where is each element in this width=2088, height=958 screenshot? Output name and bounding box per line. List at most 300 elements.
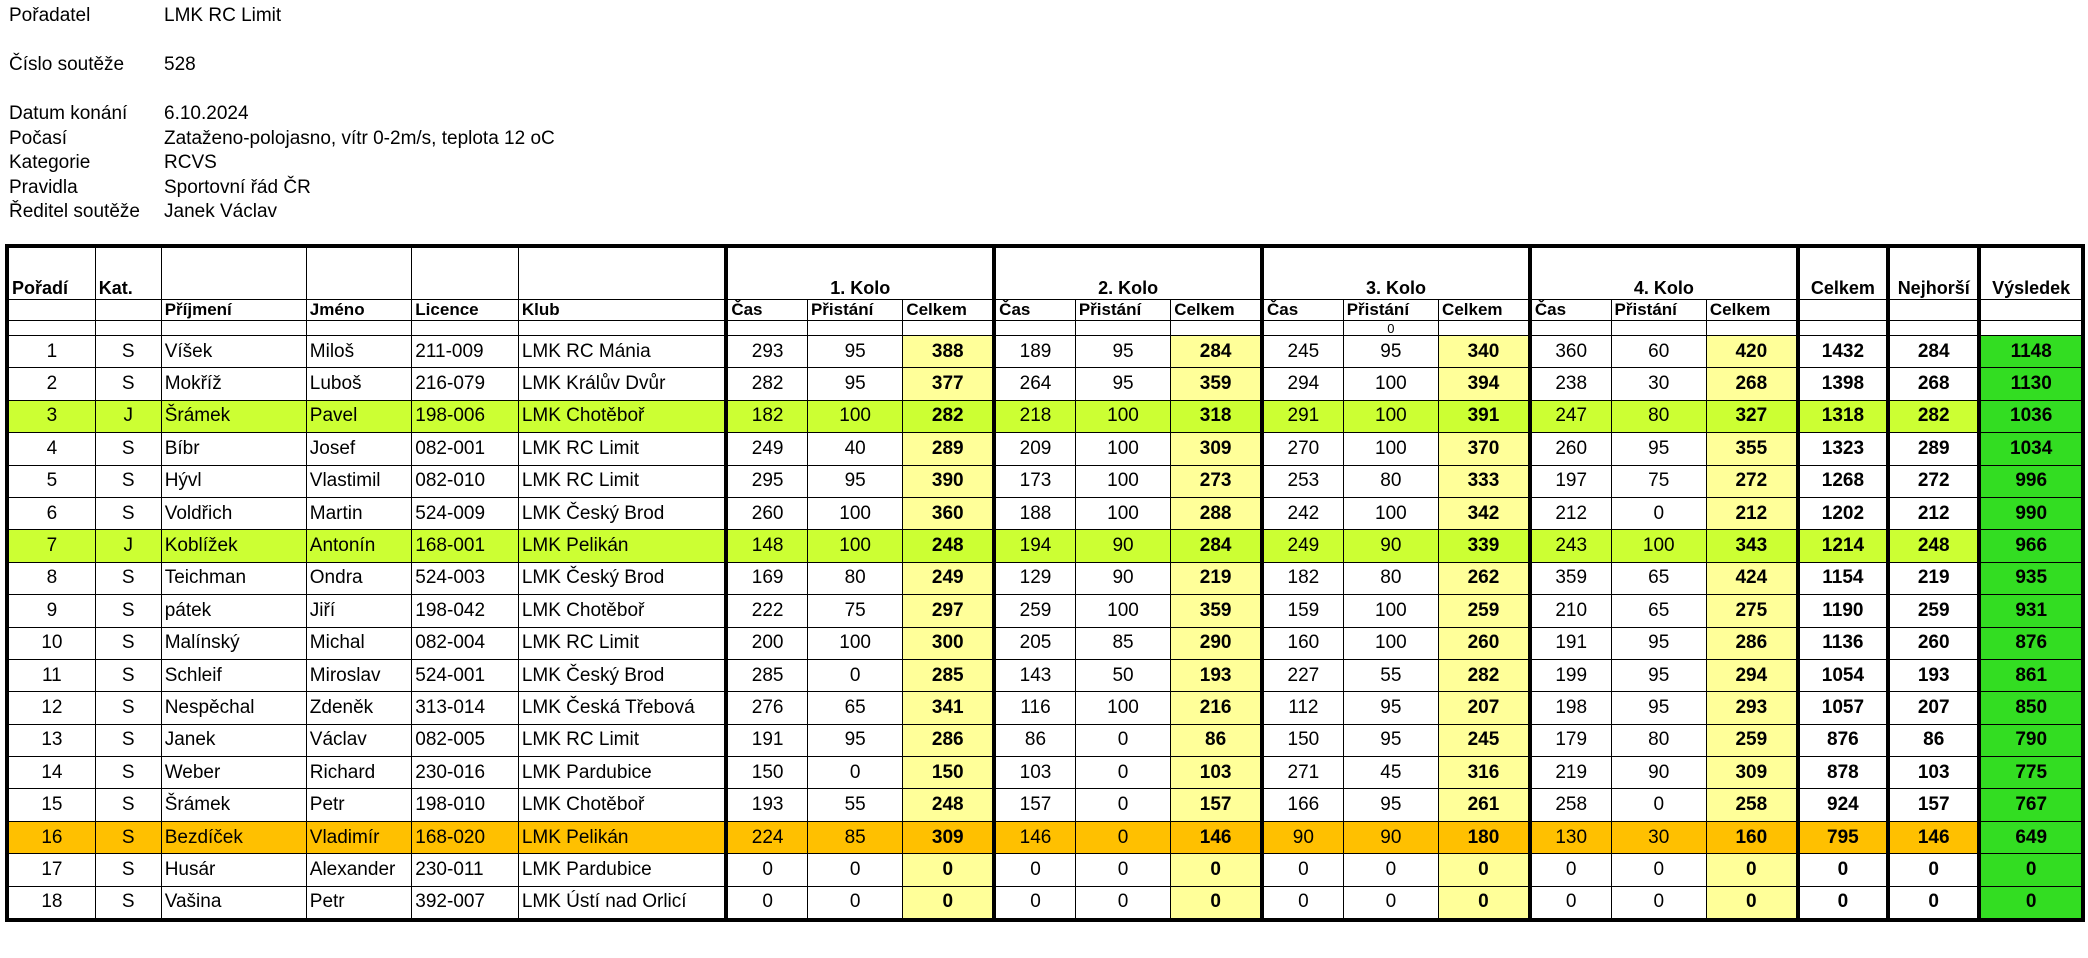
round-total-cell: 370 [1439, 433, 1530, 465]
round-total-cell: 245 [1439, 724, 1530, 756]
round-time-cell: 276 [726, 692, 807, 724]
total-cell: 1057 [1798, 692, 1888, 724]
round-total-cell: 391 [1439, 400, 1530, 432]
worst-cell: 193 [1888, 659, 1979, 691]
round-landing-cell: 100 [1075, 400, 1170, 432]
club-cell: LMK Pardubice [518, 854, 726, 886]
round-time-cell: 219 [1530, 757, 1611, 789]
round-landing-cell: 0 [1075, 757, 1170, 789]
worst-cell: 0 [1888, 886, 1979, 920]
rank-cell: 2 [7, 368, 95, 400]
result-cell: 1036 [1979, 400, 2083, 432]
table-row [7, 627, 2083, 659]
worst-cell: 268 [1888, 368, 1979, 400]
table-row [7, 789, 2083, 821]
license-cell: 230-011 [412, 854, 519, 886]
round-total-cell: 248 [903, 789, 994, 821]
club-cell: LMK Český Brod [518, 659, 726, 691]
round-time-cell: 271 [1262, 757, 1343, 789]
round-time-cell: 243 [1530, 530, 1611, 562]
round-total-cell: 207 [1439, 692, 1530, 724]
surname-cell: Husár [161, 854, 306, 886]
license-cell: 168-001 [412, 530, 519, 562]
club-cell: LMK Česká Třebová [518, 692, 726, 724]
total-cell: 924 [1798, 789, 1888, 821]
rank-cell: 1 [7, 336, 95, 368]
worst-cell: 284 [1888, 336, 1979, 368]
info-label: Pravidla [9, 176, 78, 198]
round-total-cell: 0 [1171, 854, 1262, 886]
round-landing-cell: 60 [1611, 336, 1706, 368]
round-landing-cell: 55 [807, 789, 902, 821]
round-total-cell: 0 [1439, 854, 1530, 886]
surname-cell: Vašina [161, 886, 306, 920]
header-round-total: Celkem [1706, 300, 1797, 321]
round-total-cell: 262 [1439, 562, 1530, 594]
table-row [7, 497, 2083, 529]
round-time-cell: 159 [1262, 595, 1343, 627]
table-row [7, 692, 2083, 724]
round-total-cell: 212 [1706, 497, 1797, 529]
round-time-cell: 294 [1262, 368, 1343, 400]
round-landing-cell: 100 [807, 497, 902, 529]
category-cell: S [95, 757, 161, 789]
first-name-cell: Antonín [306, 530, 412, 562]
info-value: 6.10.2024 [164, 103, 249, 124]
round-time-cell: 90 [1262, 821, 1343, 853]
total-cell: 1398 [1798, 368, 1888, 400]
round-time-cell: 209 [994, 433, 1075, 465]
result-cell: 775 [1979, 757, 2083, 789]
first-name-cell: Josef [306, 433, 412, 465]
worst-cell: 103 [1888, 757, 1979, 789]
rank-cell: 17 [7, 854, 95, 886]
round-total-cell: 420 [1706, 336, 1797, 368]
license-cell: 524-009 [412, 497, 519, 529]
rank-cell: 15 [7, 789, 95, 821]
info-row-weather [9, 127, 555, 152]
round-total-cell: 248 [903, 530, 994, 562]
header-landing: Přistání [1343, 300, 1438, 321]
result-cell: 1034 [1979, 433, 2083, 465]
worst-cell: 207 [1888, 692, 1979, 724]
category-cell: J [95, 530, 161, 562]
header-time: Čas [994, 300, 1075, 321]
round-time-cell: 0 [994, 854, 1075, 886]
license-cell: 082-005 [412, 724, 519, 756]
round-total-cell: 355 [1706, 433, 1797, 465]
info-value: LMK RC Limit [164, 5, 282, 26]
club-cell: LMK RC Mánia [518, 336, 726, 368]
result-cell: 990 [1979, 497, 2083, 529]
first-name-cell: Miroslav [306, 659, 412, 691]
category-cell: S [95, 465, 161, 497]
round-landing-cell: 100 [807, 530, 902, 562]
header-empty [161, 246, 306, 300]
round-landing-cell: 0 [1611, 886, 1706, 920]
license-cell: 524-001 [412, 659, 519, 691]
rank-cell: 16 [7, 821, 95, 853]
round-landing-cell: 65 [807, 692, 902, 724]
round-total-cell: 293 [1706, 692, 1797, 724]
license-cell: 082-004 [412, 627, 519, 659]
round-landing-cell: 85 [807, 821, 902, 853]
round-total-cell: 388 [903, 336, 994, 368]
result-cell: 935 [1979, 562, 2083, 594]
category-cell: S [95, 692, 161, 724]
round-time-cell: 282 [726, 368, 807, 400]
license-cell: 168-020 [412, 821, 519, 853]
first-name-cell: Vladimír [306, 821, 412, 853]
worst-cell: 282 [1888, 400, 1979, 432]
round-landing-cell: 0 [807, 659, 902, 691]
round-landing-cell: 100 [1343, 595, 1438, 627]
header-round-4: 4. Kolo [1530, 246, 1798, 300]
round-3-landing-extra: 0 [1343, 321, 1438, 336]
result-cell: 1130 [1979, 368, 2083, 400]
round-total-cell: 272 [1706, 465, 1797, 497]
round-total-cell: 284 [1171, 530, 1262, 562]
info-value: Sportovní řád ČR [164, 176, 311, 198]
round-total-cell: 261 [1439, 789, 1530, 821]
info-label: Pořadatel [9, 5, 91, 26]
round-landing-cell: 90 [1343, 821, 1438, 853]
round-landing-cell: 100 [1075, 497, 1170, 529]
category-cell: S [95, 854, 161, 886]
round-landing-cell: 0 [1343, 854, 1438, 886]
round-total-cell: 160 [1706, 821, 1797, 853]
total-cell: 1202 [1798, 497, 1888, 529]
round-landing-cell: 95 [807, 368, 902, 400]
round-landing-cell: 100 [1343, 400, 1438, 432]
round-time-cell: 359 [1530, 562, 1611, 594]
round-landing-cell: 40 [807, 433, 902, 465]
round-total-cell: 300 [903, 627, 994, 659]
total-cell: 1214 [1798, 530, 1888, 562]
license-cell: 082-010 [412, 465, 519, 497]
round-landing-cell: 95 [1343, 789, 1438, 821]
surname-cell: Koblížek [161, 530, 306, 562]
first-name-cell: Vlastimil [306, 465, 412, 497]
first-name-cell: Zdeněk [306, 692, 412, 724]
club-cell: LMK Chotěboř [518, 789, 726, 821]
round-total-cell: 193 [1171, 659, 1262, 691]
round-time-cell: 182 [1262, 562, 1343, 594]
worst-cell: 289 [1888, 433, 1979, 465]
club-cell: LMK Chotěboř [518, 400, 726, 432]
round-total-cell: 275 [1706, 595, 1797, 627]
round-landing-cell: 90 [1075, 530, 1170, 562]
round-landing-cell: 90 [1611, 757, 1706, 789]
round-total-cell: 327 [1706, 400, 1797, 432]
round-time-cell: 227 [1262, 659, 1343, 691]
round-total-cell: 341 [903, 692, 994, 724]
club-cell: LMK RC Limit [518, 465, 726, 497]
table-row [7, 659, 2083, 691]
round-total-cell: 0 [903, 886, 994, 920]
club-cell: LMK Ústí nad Orlicí [518, 886, 726, 920]
round-landing-cell: 0 [1075, 724, 1170, 756]
category-cell: S [95, 724, 161, 756]
round-landing-cell: 100 [1075, 595, 1170, 627]
round-landing-cell: 100 [1343, 627, 1438, 659]
round-landing-cell: 95 [807, 465, 902, 497]
round-time-cell: 291 [1262, 400, 1343, 432]
round-landing-cell: 0 [1611, 789, 1706, 821]
rank-cell: 10 [7, 627, 95, 659]
table-row [7, 530, 2083, 562]
total-cell: 878 [1798, 757, 1888, 789]
round-time-cell: 116 [994, 692, 1075, 724]
round-total-cell: 150 [903, 757, 994, 789]
round-landing-cell: 80 [1611, 724, 1706, 756]
header-round-total: Celkem [903, 300, 994, 321]
round-total-cell: 289 [903, 433, 994, 465]
round-time-cell: 0 [726, 854, 807, 886]
round-landing-cell: 75 [1611, 465, 1706, 497]
round-total-cell: 268 [1706, 368, 1797, 400]
first-name-cell: Martin [306, 497, 412, 529]
category-cell: S [95, 336, 161, 368]
round-landing-cell: 95 [1611, 692, 1706, 724]
total-cell: 1323 [1798, 433, 1888, 465]
round-landing-cell: 55 [1343, 659, 1438, 691]
license-cell: 524-003 [412, 562, 519, 594]
round-total-cell: 0 [1706, 854, 1797, 886]
category-cell: S [95, 595, 161, 627]
surname-cell: Bíbr [161, 433, 306, 465]
round-total-cell: 103 [1171, 757, 1262, 789]
category-cell: S [95, 789, 161, 821]
round-time-cell: 199 [1530, 659, 1611, 691]
round-landing-cell: 50 [1075, 659, 1170, 691]
round-landing-cell: 30 [1611, 821, 1706, 853]
first-name-cell: Pavel [306, 400, 412, 432]
rank-cell: 8 [7, 562, 95, 594]
round-landing-cell: 95 [1343, 724, 1438, 756]
round-total-cell: 146 [1171, 821, 1262, 853]
surname-cell: Nespěchal [161, 692, 306, 724]
club-cell: LMK RC Limit [518, 627, 726, 659]
round-landing-cell: 100 [1075, 692, 1170, 724]
round-landing-cell: 95 [807, 336, 902, 368]
result-cell: 931 [1979, 595, 2083, 627]
info-row-date [9, 102, 555, 127]
rank-cell: 14 [7, 757, 95, 789]
total-cell: 1190 [1798, 595, 1888, 627]
license-cell: 230-016 [412, 757, 519, 789]
total-cell: 1318 [1798, 400, 1888, 432]
result-cell: 861 [1979, 659, 2083, 691]
round-landing-cell: 80 [1343, 562, 1438, 594]
result-cell: 649 [1979, 821, 2083, 853]
round-total-cell: 316 [1439, 757, 1530, 789]
header-landing: Přistání [807, 300, 902, 321]
license-cell: 198-006 [412, 400, 519, 432]
round-landing-cell: 45 [1343, 757, 1438, 789]
round-total-cell: 424 [1706, 562, 1797, 594]
header-row-main [7, 246, 2083, 300]
surname-cell: Janek [161, 724, 306, 756]
round-time-cell: 295 [726, 465, 807, 497]
license-cell: 392-007 [412, 886, 519, 920]
surname-cell: Malínský [161, 627, 306, 659]
round-landing-cell: 95 [807, 724, 902, 756]
result-cell: 767 [1979, 789, 2083, 821]
round-total-cell: 260 [1439, 627, 1530, 659]
license-cell: 082-001 [412, 433, 519, 465]
round-landing-cell: 95 [1343, 692, 1438, 724]
first-name-cell: Petr [306, 789, 412, 821]
round-time-cell: 173 [994, 465, 1075, 497]
worst-cell: 86 [1888, 724, 1979, 756]
result-cell: 876 [1979, 627, 2083, 659]
category-cell: J [95, 400, 161, 432]
club-cell: LMK RC Limit [518, 724, 726, 756]
category-cell: S [95, 433, 161, 465]
info-row-competition-number [9, 53, 555, 78]
worst-cell: 146 [1888, 821, 1979, 853]
round-time-cell: 0 [1530, 854, 1611, 886]
category-cell: S [95, 497, 161, 529]
round-total-cell: 359 [1171, 368, 1262, 400]
category-cell: S [95, 562, 161, 594]
table-row [7, 724, 2083, 756]
round-total-cell: 285 [903, 659, 994, 691]
round-time-cell: 150 [726, 757, 807, 789]
round-time-cell: 249 [1262, 530, 1343, 562]
first-name-cell: Luboš [306, 368, 412, 400]
header-license: Licence [412, 300, 519, 321]
round-time-cell: 210 [1530, 595, 1611, 627]
round-total-cell: 286 [903, 724, 994, 756]
rank-cell: 3 [7, 400, 95, 432]
round-total-cell: 294 [1706, 659, 1797, 691]
round-time-cell: 0 [1262, 854, 1343, 886]
round-total-cell: 157 [1171, 789, 1262, 821]
info-label: Datum konání [9, 103, 128, 124]
worst-cell: 260 [1888, 627, 1979, 659]
total-cell: 0 [1798, 886, 1888, 920]
round-time-cell: 191 [1530, 627, 1611, 659]
table-row [7, 465, 2083, 497]
round-time-cell: 264 [994, 368, 1075, 400]
round-landing-cell: 100 [807, 627, 902, 659]
header-round-3: 3. Kolo [1262, 246, 1530, 300]
round-landing-cell: 80 [807, 562, 902, 594]
header-round-total: Celkem [1439, 300, 1530, 321]
round-total-cell: 216 [1171, 692, 1262, 724]
round-total-cell: 390 [903, 465, 994, 497]
info-label: Kategorie [9, 152, 91, 173]
result-cell: 966 [1979, 530, 2083, 562]
round-time-cell: 193 [726, 789, 807, 821]
round-landing-cell: 100 [1343, 497, 1438, 529]
round-landing-cell: 75 [807, 595, 902, 627]
round-landing-cell: 100 [807, 400, 902, 432]
worst-cell: 0 [1888, 854, 1979, 886]
round-total-cell: 343 [1706, 530, 1797, 562]
surname-cell: Bezdíček [161, 821, 306, 853]
category-cell: S [95, 627, 161, 659]
round-landing-cell: 65 [1611, 595, 1706, 627]
round-landing-cell: 90 [1343, 530, 1438, 562]
total-cell: 1154 [1798, 562, 1888, 594]
round-landing-cell: 0 [1075, 886, 1170, 920]
info-row-rules [9, 176, 555, 201]
round-landing-cell: 85 [1075, 627, 1170, 659]
category-cell: S [95, 659, 161, 691]
round-total-cell: 282 [1439, 659, 1530, 691]
round-landing-cell: 30 [1611, 368, 1706, 400]
club-cell: LMK RC Limit [518, 433, 726, 465]
round-total-cell: 249 [903, 562, 994, 594]
header-empty [1979, 300, 2083, 321]
round-total-cell: 340 [1439, 336, 1530, 368]
round-total-cell: 309 [1706, 757, 1797, 789]
info-value: RCVS [164, 152, 217, 173]
info-value: Zataženo-polojasno, vítr 0-2m/s, teplota 12 oC [164, 127, 555, 149]
header-total: Celkem [1798, 246, 1888, 300]
table-row [7, 854, 2083, 886]
result-cell: 790 [1979, 724, 2083, 756]
round-time-cell: 86 [994, 724, 1075, 756]
round-landing-cell: 0 [1343, 886, 1438, 920]
table-row [7, 400, 2083, 432]
club-cell: LMK Pelikán [518, 821, 726, 853]
round-time-cell: 146 [994, 821, 1075, 853]
round-time-cell: 260 [726, 497, 807, 529]
header-landing: Přistání [1075, 300, 1170, 321]
info-value: Janek Václav [164, 201, 278, 222]
club-cell: LMK Český Brod [518, 497, 726, 529]
round-time-cell: 258 [1530, 789, 1611, 821]
round-total-cell: 377 [903, 368, 994, 400]
round-total-cell: 0 [903, 854, 994, 886]
surname-cell: Teichman [161, 562, 306, 594]
round-time-cell: 0 [1530, 886, 1611, 920]
header-category: Kat. [95, 246, 161, 300]
round-time-cell: 242 [1262, 497, 1343, 529]
info-row-category [9, 151, 555, 176]
round-landing-cell: 0 [807, 854, 902, 886]
category-cell: S [95, 368, 161, 400]
round-total-cell: 339 [1439, 530, 1530, 562]
worst-cell: 212 [1888, 497, 1979, 529]
round-time-cell: 112 [1262, 692, 1343, 724]
club-cell: LMK Pelikán [518, 530, 726, 562]
rank-cell: 4 [7, 433, 95, 465]
round-total-cell: 258 [1706, 789, 1797, 821]
round-time-cell: 253 [1262, 465, 1343, 497]
round-time-cell: 182 [726, 400, 807, 432]
round-total-cell: 309 [903, 821, 994, 853]
round-time-cell: 103 [994, 757, 1075, 789]
round-time-cell: 260 [1530, 433, 1611, 465]
round-time-cell: 222 [726, 595, 807, 627]
round-time-cell: 160 [1262, 627, 1343, 659]
round-landing-cell: 0 [1611, 497, 1706, 529]
result-cell: 1148 [1979, 336, 2083, 368]
round-time-cell: 0 [726, 886, 807, 920]
info-value: 528 [164, 54, 196, 75]
round-total-cell: 333 [1439, 465, 1530, 497]
round-total-cell: 360 [903, 497, 994, 529]
rank-cell: 11 [7, 659, 95, 691]
round-time-cell: 197 [1530, 465, 1611, 497]
round-landing-cell: 95 [1075, 368, 1170, 400]
header-row-sub [7, 300, 2083, 321]
